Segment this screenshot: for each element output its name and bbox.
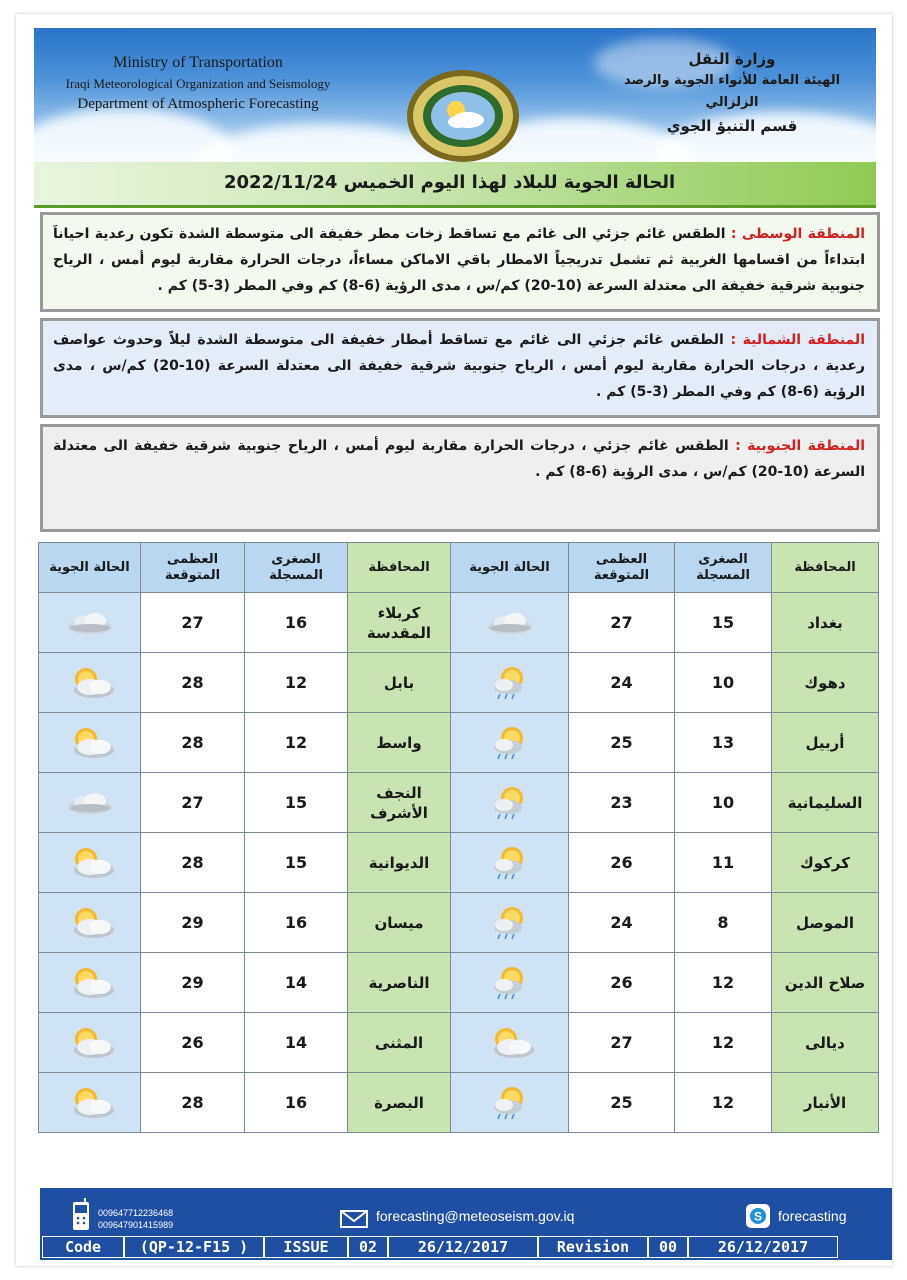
- organization-name-ar: الهيئة العامة للأنواء الجوية والرصد الزلزالي: [623, 73, 841, 110]
- table-row: [39, 833, 879, 893]
- region-south-name: المنطقة الجنوبية :: [735, 438, 866, 454]
- code-field: Code: [42, 1236, 124, 1258]
- governorate-cell: الديوانية: [348, 833, 451, 893]
- cloudy-icon: [62, 603, 118, 643]
- min-temp-cell: 10: [675, 773, 772, 833]
- min-temp-cell: 11: [675, 833, 772, 893]
- code-field: 00: [648, 1236, 688, 1258]
- condition-cell: [39, 653, 141, 713]
- header-arabic: [602, 48, 862, 138]
- department-name-ar: قسم التنبؤ الجوي: [666, 117, 798, 135]
- condition-cell: [451, 893, 569, 953]
- partly-cloudy-rain-icon: [482, 843, 538, 883]
- code-field: Revision: [538, 1236, 648, 1258]
- max-temp-cell: 27: [141, 773, 245, 833]
- partly-cloudy-rain-icon: [482, 783, 538, 823]
- table-row: [39, 713, 879, 773]
- organization-name-en: Iraqi Meteorological Organization and Seismology: [65, 76, 331, 91]
- max-temp-cell: 28: [141, 1073, 245, 1133]
- governorate-cell: واسط: [348, 713, 451, 773]
- governorate-cell: المثنى: [348, 1013, 451, 1073]
- governorate-cell: الناصرية: [348, 953, 451, 1013]
- partly-cloudy-icon: [62, 843, 118, 883]
- condition-cell: [451, 773, 569, 833]
- condition-cell: [39, 953, 141, 1013]
- department-name-en: Department of Atmospheric Forecasting: [77, 96, 319, 112]
- max-temp-cell: 29: [141, 953, 245, 1013]
- partly-cloudy-icon: [482, 1023, 538, 1063]
- header-condition: الحالة الجوية: [451, 543, 569, 593]
- condition-cell: [451, 713, 569, 773]
- condition-cell: [39, 773, 141, 833]
- max-temp-cell: 27: [569, 1013, 675, 1073]
- min-temp-cell: 16: [245, 593, 348, 653]
- header-governorate: المحافظة: [772, 543, 879, 593]
- region-north: [40, 318, 880, 418]
- governorate-cell: الأنبار: [772, 1073, 879, 1133]
- phone-numbers: [98, 1207, 173, 1231]
- max-temp-cell: 26: [569, 953, 675, 1013]
- partly-cloudy-icon: [62, 1083, 118, 1123]
- table-row: [39, 1013, 879, 1073]
- min-temp-cell: 14: [245, 953, 348, 1013]
- min-temp-cell: 15: [245, 773, 348, 833]
- cloudy-icon: [62, 783, 118, 823]
- header-min: الصغرى المسجلة: [245, 543, 348, 593]
- table-header-row: [39, 543, 879, 593]
- table-row: [39, 773, 879, 833]
- forecast-table: [38, 542, 879, 1133]
- region-south: [40, 424, 880, 532]
- svg-text:S: S: [753, 1209, 763, 1224]
- region-south-text: الطقس غائم جزئي ، درجات الحرارة مقاربة ليوم أمس ، الرياح جنوبية شرقية خفيفة الى معتدلة السرعة (10-20) كم/س ، مدى الرؤية (6-8) كم .: [53, 438, 865, 480]
- skype-handle[interactable]: forecasting: [778, 1208, 847, 1224]
- partly-cloudy-icon: [62, 963, 118, 1003]
- table-row: [39, 653, 879, 713]
- condition-cell: [39, 713, 141, 773]
- condition-cell: [39, 1073, 141, 1133]
- max-temp-cell: 27: [569, 593, 675, 653]
- max-temp-cell: 24: [569, 893, 675, 953]
- max-temp-cell: 29: [141, 893, 245, 953]
- partly-cloudy-rain-icon: [482, 663, 538, 703]
- table-row: [39, 893, 879, 953]
- governorate-cell: أربيل: [772, 713, 879, 773]
- header-min: الصغرى المسجلة: [675, 543, 772, 593]
- max-temp-cell: 23: [569, 773, 675, 833]
- condition-cell: [451, 1073, 569, 1133]
- phone-number: 009647712236468: [98, 1208, 174, 1218]
- max-temp-cell: 26: [569, 833, 675, 893]
- governorate-cell: كركوك: [772, 833, 879, 893]
- max-temp-cell: 28: [141, 653, 245, 713]
- min-temp-cell: 14: [245, 1013, 348, 1073]
- footer: [40, 1188, 892, 1260]
- code-field: 02: [348, 1236, 388, 1258]
- governorate-cell: السليمانية: [772, 773, 879, 833]
- header-banner: [34, 28, 876, 174]
- page-title: الحالة الجوية للبلاد لهذا اليوم الخميس 2022/11/24: [224, 172, 676, 193]
- ministry-name-en: Ministry of Transportation: [113, 54, 283, 71]
- max-temp-cell: 28: [141, 833, 245, 893]
- email-link[interactable]: forecasting@meteoseism.gov.iq: [376, 1208, 575, 1224]
- governorate-cell: ديالى: [772, 1013, 879, 1073]
- governorate-cell: البصرة: [348, 1073, 451, 1133]
- condition-cell: [451, 1013, 569, 1073]
- max-temp-cell: 27: [141, 593, 245, 653]
- document-code-row: [42, 1236, 888, 1258]
- min-temp-cell: 16: [245, 893, 348, 953]
- condition-cell: [451, 953, 569, 1013]
- condition-cell: [451, 833, 569, 893]
- title-bar: [34, 162, 876, 208]
- min-temp-cell: 13: [675, 713, 772, 773]
- min-temp-cell: 15: [245, 833, 348, 893]
- condition-cell: [39, 893, 141, 953]
- code-field: 26/12/2017: [388, 1236, 538, 1258]
- phone-icon: [70, 1198, 92, 1232]
- governorate-cell: النجف الأشرف: [348, 773, 451, 833]
- cloudy-icon: [482, 603, 538, 643]
- organization-logo: [404, 66, 522, 166]
- governorate-cell: كربلاء المقدسة: [348, 593, 451, 653]
- governorate-cell: بغداد: [772, 593, 879, 653]
- mail-icon: [340, 1210, 368, 1228]
- partly-cloudy-rain-icon: [482, 723, 538, 763]
- region-central-name: المنطقة الوسطى :: [730, 226, 866, 242]
- code-field: (QP-12-F15 ): [124, 1236, 264, 1258]
- governorate-cell: بابل: [348, 653, 451, 713]
- skype-icon: [746, 1204, 770, 1228]
- partly-cloudy-icon: [62, 723, 118, 763]
- region-north-text: الطقس غائم جزئي الى غائم مع تساقط أمطار خفيفة الى متوسطة الشدة ليلاً وحدوث عواصف رعدية ، درجات الحرارة مقاربة ليوم أمس ، الرياح جنوبية شرقية خفيفة الى معتدلة السرعة (10-20) كم/س ، مدى الرؤية (6-8) كم وفي المطر (3-5) كم .: [53, 332, 865, 400]
- min-temp-cell: 12: [245, 653, 348, 713]
- min-temp-cell: 12: [675, 1073, 772, 1133]
- header-max: العظمى المتوقعة: [141, 543, 245, 593]
- governorate-cell: دهوك: [772, 653, 879, 713]
- condition-cell: [451, 653, 569, 713]
- table-row: [39, 1073, 879, 1133]
- partly-cloudy-icon: [62, 903, 118, 943]
- region-north-name: المنطقة الشمالية :: [730, 332, 865, 348]
- partly-cloudy-icon: [62, 1023, 118, 1063]
- partly-cloudy-icon: [62, 663, 118, 703]
- header-english: [48, 52, 348, 115]
- governorate-cell: صلاح الدين: [772, 953, 879, 1013]
- max-temp-cell: 28: [141, 713, 245, 773]
- max-temp-cell: 26: [141, 1013, 245, 1073]
- header-condition: الحالة الجوية: [39, 543, 141, 593]
- phone-number: 009647901415989: [98, 1220, 174, 1230]
- table-row: [39, 953, 879, 1013]
- partly-cloudy-rain-icon: [482, 1083, 538, 1123]
- max-temp-cell: 24: [569, 653, 675, 713]
- code-field: 26/12/2017: [688, 1236, 838, 1258]
- governorate-cell: الموصل: [772, 893, 879, 953]
- ministry-name-ar: وزارة النقل: [688, 50, 776, 68]
- condition-cell: [39, 593, 141, 653]
- min-temp-cell: 8: [675, 893, 772, 953]
- partly-cloudy-rain-icon: [482, 903, 538, 943]
- min-temp-cell: 16: [245, 1073, 348, 1133]
- header-max: العظمى المتوقعة: [569, 543, 675, 593]
- header-governorate: المحافظة: [348, 543, 451, 593]
- min-temp-cell: 12: [675, 953, 772, 1013]
- condition-cell: [39, 1013, 141, 1073]
- condition-cell: [39, 833, 141, 893]
- partly-cloudy-rain-icon: [482, 963, 538, 1003]
- min-temp-cell: 12: [675, 1013, 772, 1073]
- code-field: ISSUE: [264, 1236, 348, 1258]
- table-row: [39, 593, 879, 653]
- max-temp-cell: 25: [569, 713, 675, 773]
- min-temp-cell: 15: [675, 593, 772, 653]
- max-temp-cell: 25: [569, 1073, 675, 1133]
- governorate-cell: ميسان: [348, 893, 451, 953]
- min-temp-cell: 10: [675, 653, 772, 713]
- min-temp-cell: 12: [245, 713, 348, 773]
- region-central-text: الطقس غائم جزئي الى غائم مع تساقط زخات مطر خفيفة الى متوسطة الشدة تكون رعدية احياناَ ابتداءاً من اقسامها الغربية ثم تشمل تدريجياً الامطار باقي الاماكن مساءاً، درجات الحرارة مقاربة ليوم أمس ، الرياح جنوبية شرقية خفيفة الى معتدلة السرعة (10-20) كم/س ، مدى الرؤية (6-8) كم وفي المطر (3-5) كم .: [53, 226, 865, 294]
- region-central: [40, 212, 880, 312]
- condition-cell: [451, 593, 569, 653]
